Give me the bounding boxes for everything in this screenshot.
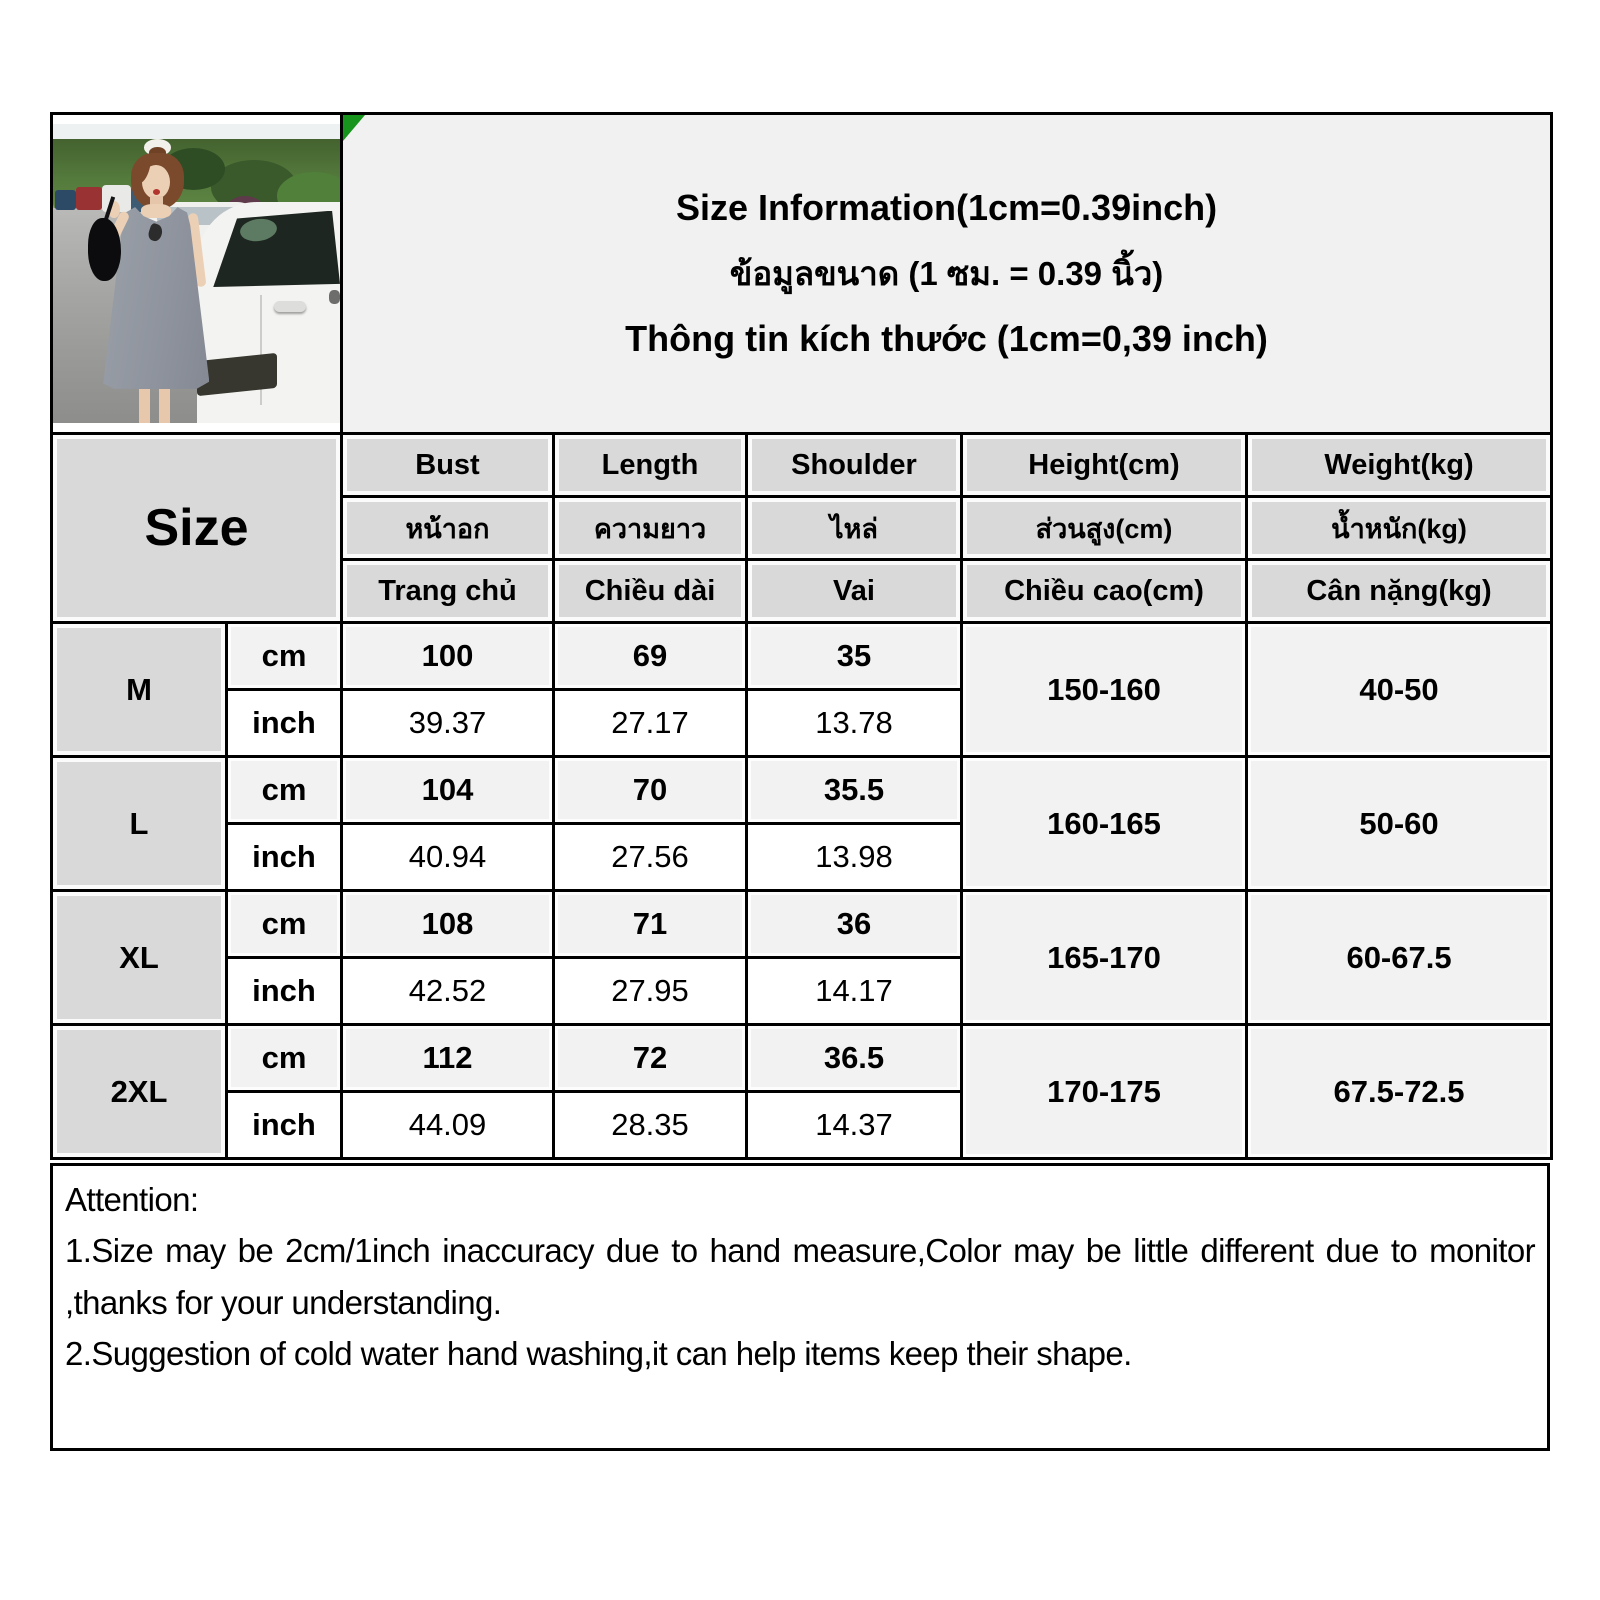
column-header-bust-vi: Trang chủ: [342, 560, 554, 623]
title-vi: Thông tin kích thước (1cm=0,39 inch): [625, 318, 1268, 359]
value-cell: 112: [342, 1025, 554, 1092]
value-cell: 69: [554, 623, 747, 690]
attention-heading: Attention:: [65, 1181, 199, 1218]
value-cell: 39.37: [342, 690, 554, 757]
size-label-l: L: [52, 757, 227, 891]
title-en: Size Information(1cm=0.39inch): [675, 187, 1218, 228]
height-range-cell: 150-160: [962, 623, 1247, 757]
woman-leg: [139, 389, 150, 423]
value-cell: 35: [747, 623, 962, 690]
value-cell: 36: [747, 891, 962, 958]
size-chart-sheet: [50, 112, 1550, 1451]
height-range-cell: 170-175: [962, 1025, 1247, 1159]
height-range-cell: 165-170: [962, 891, 1247, 1025]
value-cell: 42.52: [342, 958, 554, 1025]
value-cell: 13.98: [747, 824, 962, 891]
weight-range-cell: 50-60: [1247, 757, 1552, 891]
car-mirror-shape: [329, 290, 340, 303]
woman-figure: [93, 139, 219, 423]
unit-cell: inch: [227, 958, 342, 1025]
value-cell: 40.94: [342, 824, 554, 891]
value-cell: 14.37: [747, 1092, 962, 1159]
value-cell: 104: [342, 757, 554, 824]
value-cell: 44.09: [342, 1092, 554, 1159]
value-cell: 108: [342, 891, 554, 958]
column-header-weight-vi: Cân nặng(kg): [1247, 560, 1552, 623]
value-cell: 71: [554, 891, 747, 958]
column-header-bust: Bust: [342, 434, 554, 497]
value-cell: 36.5: [747, 1025, 962, 1092]
value-cell: 70: [554, 757, 747, 824]
attention-box: [50, 1163, 1550, 1451]
size-label-2xl: 2XL: [52, 1025, 227, 1159]
value-cell: 100: [342, 623, 554, 690]
weight-range-cell: 67.5-72.5: [1247, 1025, 1552, 1159]
column-header-shoulder-vi: Vai: [747, 560, 962, 623]
unit-cell: cm: [227, 891, 342, 958]
column-header-height-vi: Chiều cao(cm): [962, 560, 1247, 623]
height-range-cell: 160-165: [962, 757, 1247, 891]
woman-chest: [141, 204, 171, 218]
column-header-shoulder: Shoulder: [747, 434, 962, 497]
title-cell: [342, 114, 1552, 434]
woman-lips: [153, 189, 161, 195]
photo-cell: [52, 114, 342, 434]
column-header-shoulder-th: ไหล่: [747, 497, 962, 560]
weight-range-cell: 60-67.5: [1247, 891, 1552, 1025]
title-th: ข้อมูลขนาด (1 ซม. = 0.39 นิ้ว): [729, 255, 1164, 292]
corner-marker: [343, 115, 365, 141]
attention-line: 2.Suggestion of cold water hand washing,it can help items keep their shape.: [65, 1335, 1132, 1373]
value-cell: 27.56: [554, 824, 747, 891]
column-header-length: Length: [554, 434, 747, 497]
column-header-height: Height(cm): [962, 434, 1247, 497]
column-header-length-vi: Chiều dài: [554, 560, 747, 623]
unit-cell: inch: [227, 690, 342, 757]
size-table: [50, 112, 1553, 1160]
model-photo: [53, 124, 340, 423]
unit-cell: inch: [227, 824, 342, 891]
value-cell: 27.17: [554, 690, 747, 757]
value-cell: 28.35: [554, 1092, 747, 1159]
woman-leg: [159, 389, 170, 423]
column-header-weight-th: น้ำหนัก(kg): [1247, 497, 1552, 560]
column-header-weight: Weight(kg): [1247, 434, 1552, 497]
value-cell: 27.95: [554, 958, 747, 1025]
weight-range-cell: 40-50: [1247, 623, 1552, 757]
unit-cell: cm: [227, 623, 342, 690]
size-label-xl: XL: [52, 891, 227, 1025]
column-header-height-th: ส่วนสูง(cm): [962, 497, 1247, 560]
handbag-shape: [88, 218, 121, 280]
value-cell: 35.5: [747, 757, 962, 824]
unit-cell: cm: [227, 1025, 342, 1092]
value-cell: 13.78: [747, 690, 962, 757]
unit-cell: inch: [227, 1092, 342, 1159]
size-label-m: M: [52, 623, 227, 757]
size-header-cell: Size: [52, 434, 342, 623]
value-cell: 14.17: [747, 958, 962, 1025]
value-cell: 72: [554, 1025, 747, 1092]
car-door-handle: [274, 301, 306, 312]
column-header-length-th: ความยาว: [554, 497, 747, 560]
unit-cell: cm: [227, 757, 342, 824]
column-header-bust-th: หน้าอก: [342, 497, 554, 560]
attention-line: 1.Size may be 2cm/1inch inaccuracy due to hand measure,Color may be little different due to monitor ,thanks for your understanding.: [65, 1232, 1535, 1321]
